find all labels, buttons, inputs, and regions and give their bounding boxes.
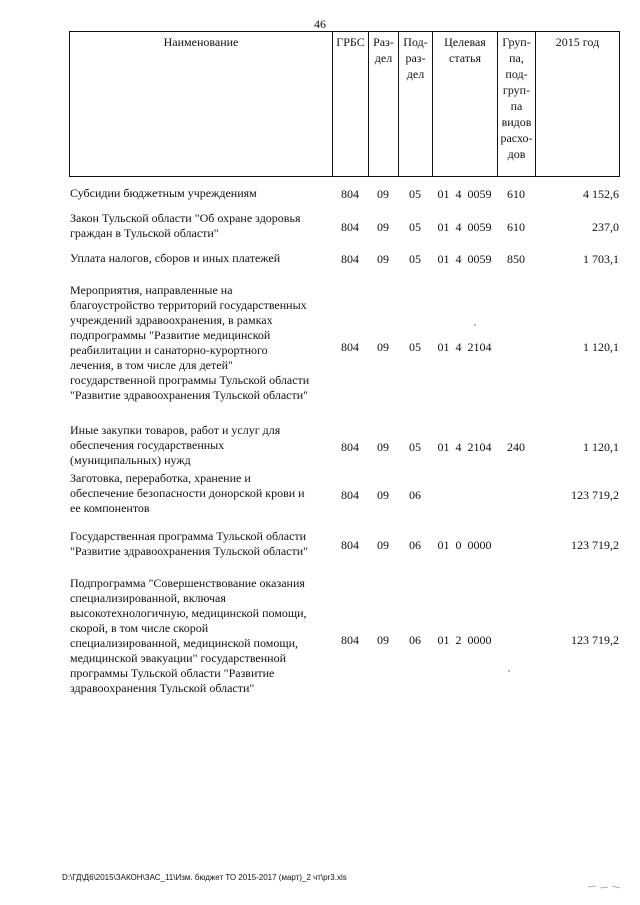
row-name: Закон Тульской области "Об охране здоровья граждан в Тульской области" — [70, 211, 301, 240]
row-podrazdel: 05 — [409, 439, 421, 454]
footer-file-path: D:\ГД\Д6\2015\ЗАКОН\ЗАС_11\Изм. бюджет ТО 2015-2017 (март)_2 чт\pr3.xls — [62, 873, 347, 882]
header-name: Наименование — [70, 32, 333, 176]
row-target: 01 4 2104 — [437, 339, 492, 354]
row-group — [497, 471, 535, 519]
row-podrazdel: 05 — [409, 339, 421, 354]
table-header — [69, 31, 620, 177]
table-row — [0, 211, 640, 243]
page-number: 46 — [314, 17, 326, 31]
header-grbs: ГРБС — [333, 32, 369, 176]
row-name: Уплата налогов, сборов и иных платежей — [70, 251, 281, 265]
row-target: 01 2 0000 — [437, 632, 492, 647]
row-razdel: 09 — [377, 632, 389, 647]
scan-noise — [586, 880, 626, 892]
row-target: 01 0 0000 — [437, 537, 492, 552]
row-podrazdel: 05 — [409, 186, 421, 201]
table-row — [0, 423, 640, 471]
row-target — [432, 471, 497, 519]
row-amount: 4 152,6 — [583, 186, 619, 201]
table-row — [0, 529, 640, 561]
header-year: 2015 год — [555, 35, 600, 49]
row-name: Государственная программа Тульской области "Развитие здравоохранения Тульской области" — [70, 529, 309, 558]
row-group — [497, 576, 535, 704]
row-amount: 123 719,2 — [571, 487, 619, 502]
row-target: 01 4 2104 — [437, 439, 492, 454]
row-group — [497, 283, 535, 411]
row-target: 01 4 0059 — [437, 186, 492, 201]
row-group: 240 — [507, 439, 525, 454]
row-razdel: 09 — [377, 339, 389, 354]
row-name: Субсидии бюджетным учреждениям — [70, 186, 257, 200]
row-podrazdel: 06 — [409, 632, 421, 647]
row-name: Заготовка, переработка, хранение и обеспечение безопасности донорской крови и ее компонентов — [70, 471, 305, 515]
row-name: Мероприятия, направленные на благоустройство территорий государственных учреждений здравоохранения, в рамках подпрограммы "Развитие медицинской реабилитации и санаторно-курортного лечения, в том числе для детей" государственной программы Тульской области "Развитие здравоохранения Тульской области" — [70, 283, 310, 402]
table-row — [0, 576, 640, 704]
scan-speck — [506, 668, 512, 674]
row-grbs: 804 — [341, 537, 359, 552]
row-podrazdel: 06 — [409, 487, 421, 502]
header-group: Груп- па, под- груп- па видов расхо- дов — [498, 32, 536, 176]
row-target: 01 4 0059 — [437, 219, 492, 234]
table-row — [0, 471, 640, 519]
scan-speck — [472, 322, 478, 328]
row-razdel: 09 — [377, 439, 389, 454]
row-name: Иные закупки товаров, работ и услуг для обеспечения государственных (муниципальных) нужд — [70, 423, 281, 467]
header-razdel: Раз- дел — [369, 32, 399, 176]
row-razdel: 09 — [377, 487, 389, 502]
row-amount: 1 703,1 — [583, 251, 619, 266]
table-row — [0, 186, 640, 202]
row-podrazdel: 05 — [409, 251, 421, 266]
row-name: Подпрограмма "Совершенствование оказания специализированной, включая высокотехнологичную, медицинской помощи, скорой, в том числе скорой специализированной, медицинской помощи, медицинской эвакуации" государственной программы Тульской области "Развитие здравоохранения Тульской области" — [70, 576, 307, 695]
row-grbs: 804 — [341, 251, 359, 266]
row-group — [497, 529, 535, 561]
header-podrazdel: Под- раз- дел — [399, 32, 433, 176]
row-razdel: 09 — [377, 251, 389, 266]
row-amount: 123 719,2 — [571, 537, 619, 552]
row-podrazdel: 06 — [409, 537, 421, 552]
table-row — [0, 251, 640, 267]
row-grbs: 804 — [341, 487, 359, 502]
row-group: 610 — [507, 219, 525, 234]
row-grbs: 804 — [341, 632, 359, 647]
row-amount: 237,0 — [592, 219, 619, 234]
row-podrazdel: 05 — [409, 219, 421, 234]
row-grbs: 804 — [341, 219, 359, 234]
row-group: 850 — [507, 251, 525, 266]
row-group: 610 — [507, 186, 525, 201]
row-grbs: 804 — [341, 339, 359, 354]
row-amount: 123 719,2 — [571, 632, 619, 647]
row-amount: 1 120,1 — [583, 339, 619, 354]
row-amount: 1 120,1 — [583, 439, 619, 454]
row-razdel: 09 — [377, 186, 389, 201]
row-razdel: 09 — [377, 537, 389, 552]
row-razdel: 09 — [377, 219, 389, 234]
row-target: 01 4 0059 — [437, 251, 492, 266]
row-grbs: 804 — [341, 439, 359, 454]
table-row — [0, 283, 640, 411]
header-target: Целевая статья — [433, 32, 498, 176]
row-grbs: 804 — [341, 186, 359, 201]
